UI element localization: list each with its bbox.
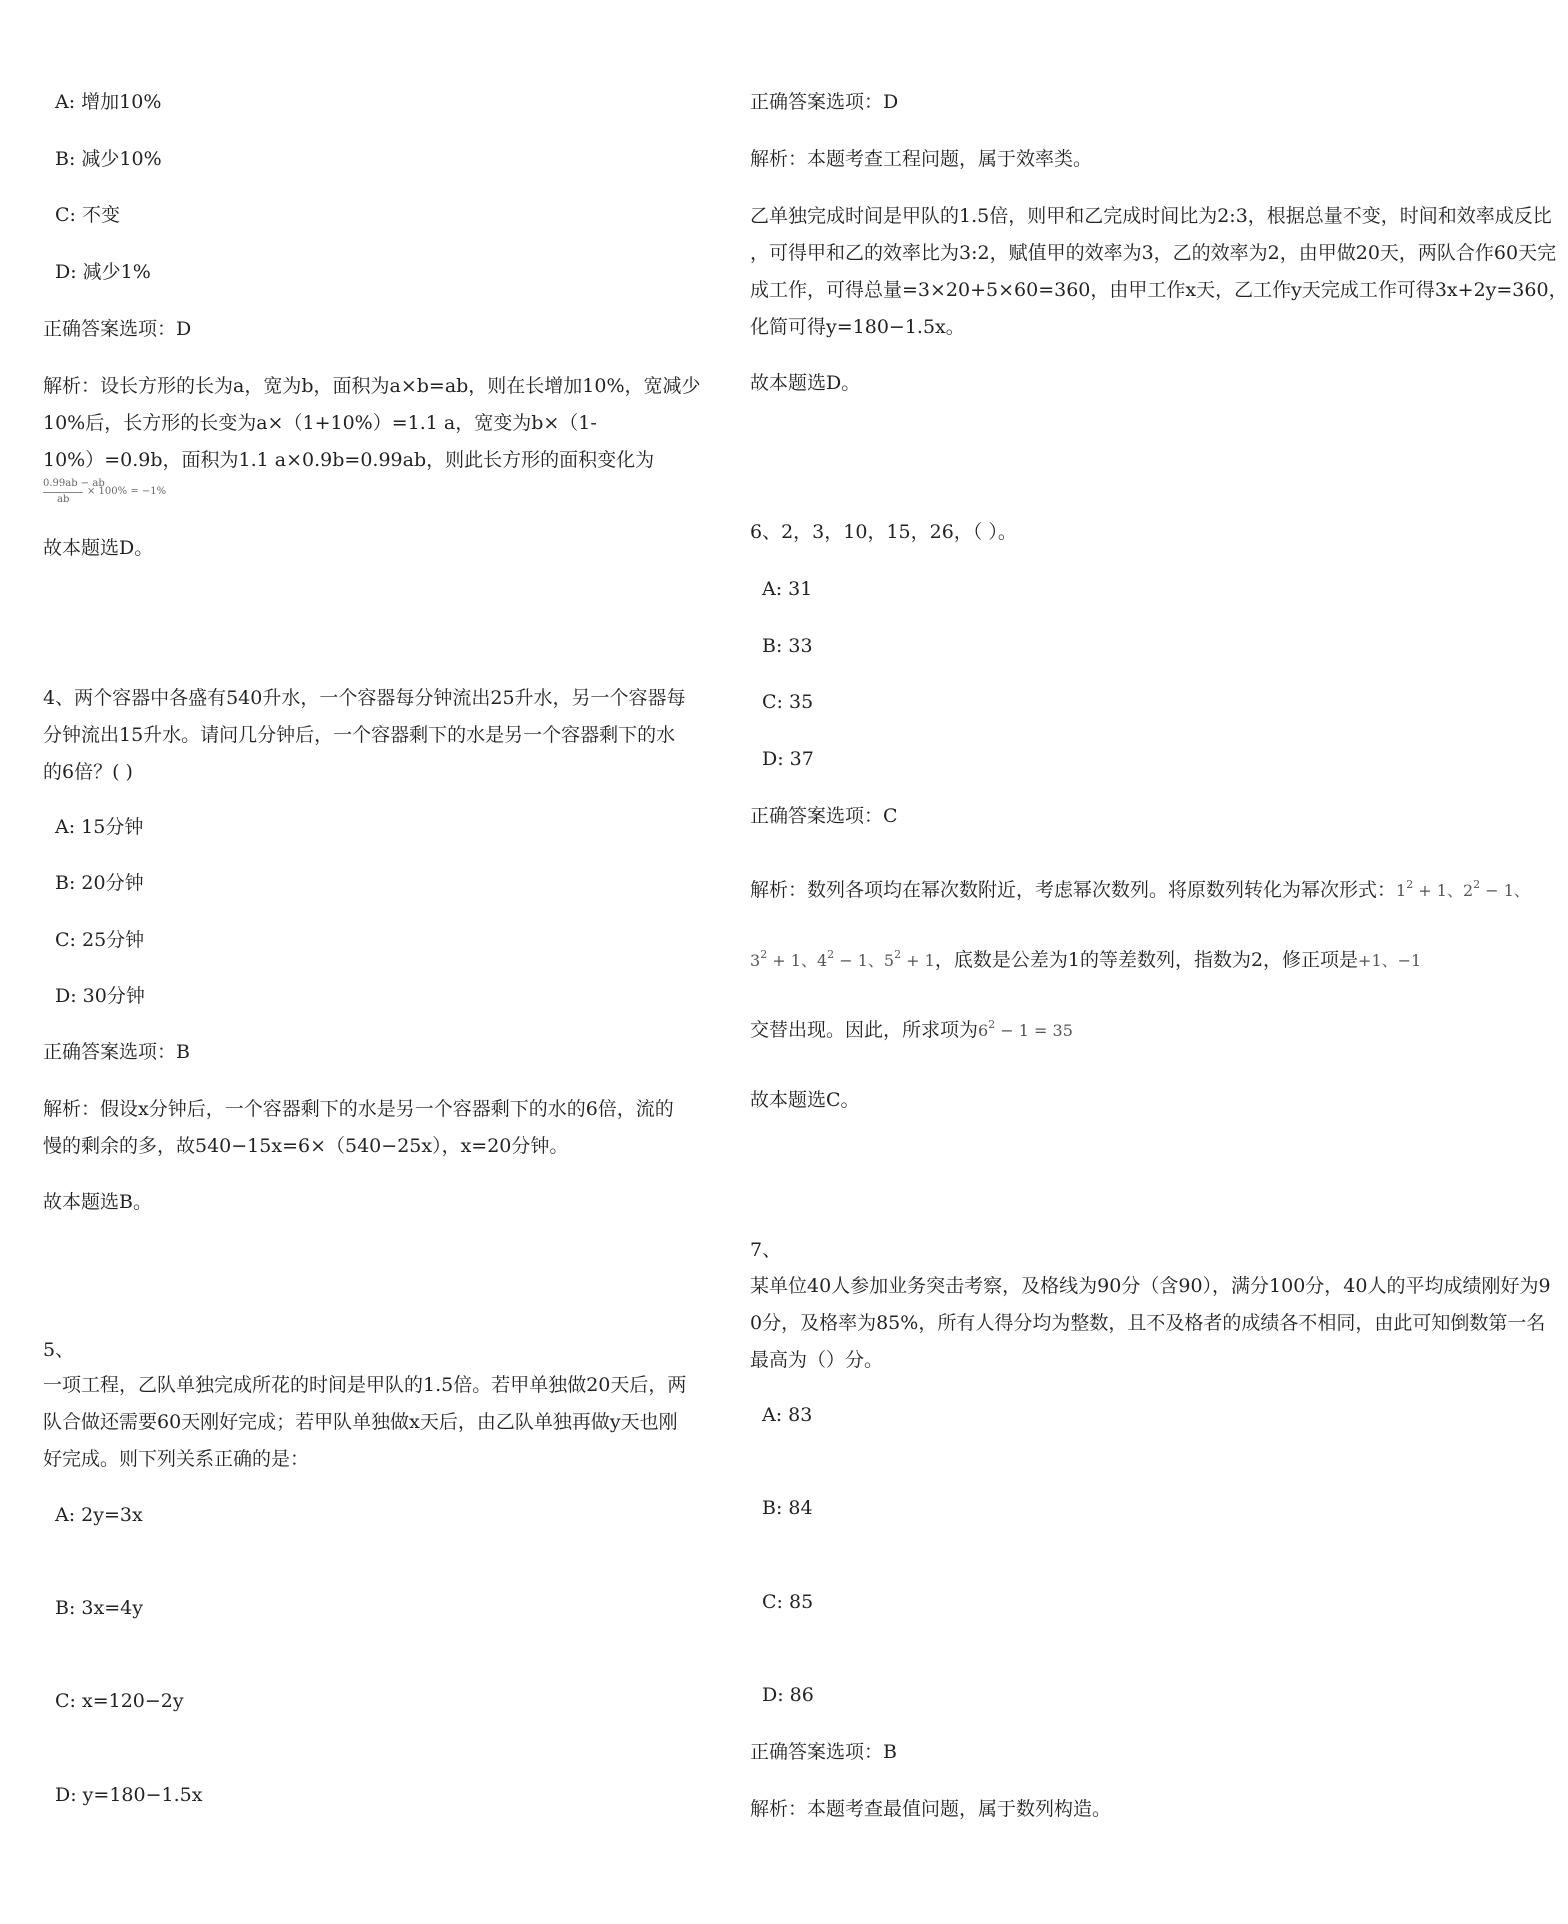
q5-stem-line-2: 队合做还需要60天刚好完成；若甲队单独做x天后，由乙队单独再做y天也刚 <box>43 1411 678 1433</box>
q6-power-terms-2: $3^2 + 1$、$4^2 - 1$、$5^2 + 1$ <box>750 948 935 970</box>
q3-conclusion: 故本题选D。 <box>43 537 154 559</box>
q5-option-b: B: 3x=4y <box>55 1597 143 1619</box>
formula-denominator: ab <box>57 494 70 505</box>
q7-option-b: B: 84 <box>762 1497 813 1519</box>
q4-stem-line-2: 分钟流出15升水。请问几分钟后，一个容器剩下的水是另一个容器剩下的水 <box>43 724 676 746</box>
q6-correction-terms: +1、−1 <box>1358 951 1422 970</box>
q6-answer: 正确答案选项：C <box>750 805 898 827</box>
q6-result-formula: $6^2 - 1 = 35$ <box>978 1018 1073 1040</box>
q5-answer: 正确答案选项：D <box>750 91 899 113</box>
q7-option-c: C: 85 <box>762 1591 814 1613</box>
q5-option-a: A: 2y=3x <box>55 1504 143 1526</box>
q6-stem: 6、2，3，10，15，26，（ ）。 <box>750 521 1017 543</box>
q4-option-b: B: 20分钟 <box>55 872 144 894</box>
q4-answer: 正确答案选项：B <box>43 1041 190 1063</box>
q5-analysis: 解析：本题考查工程问题，属于效率类。 <box>750 148 1093 170</box>
q6-option-a: A: 31 <box>762 578 813 600</box>
q6-analysis-line-2 <box>750 942 1421 979</box>
q5-detail-line-4: 化简可得y=180−1.5x。 <box>750 316 965 338</box>
q4-option-a: A: 15分钟 <box>55 816 144 838</box>
q7-option-d: D: 86 <box>762 1684 814 1706</box>
q4-option-c: C: 25分钟 <box>55 929 145 951</box>
q7-option-a: A: 83 <box>762 1404 813 1426</box>
q6-analysis-line-3 <box>750 1012 1073 1049</box>
q6-analysis-tail-prefix: 交替出现。因此，所求项为 <box>750 1019 979 1041</box>
formula-tail: × 100% = −1% <box>87 486 167 497</box>
q5-detail-line-1: 乙单独完成时间是甲队的1.5倍，则甲和乙完成时间比为2:3，根据总量不变，时间和效率成反比 <box>750 205 1552 227</box>
q4-analysis-line-2: 慢的剩余的多，故540−15x=6×（540−25x），x=20分钟。 <box>43 1135 569 1157</box>
q4-stem-line-3: 的6倍？( ) <box>43 761 133 783</box>
q3-option-a: A: 增加10% <box>55 91 162 113</box>
q5-option-c: C: x=120−2y <box>55 1690 184 1712</box>
q3-analysis-line-2: 10%后，长方形的长变为a×（1+10%）=1.1 a，宽变为b×（1- <box>43 412 597 434</box>
q3-option-d: D: 减少1% <box>55 261 151 283</box>
q4-stem-line-1: 4、两个容器中各盛有540升水，一个容器每分钟流出25升水，另一个容器每 <box>43 687 686 709</box>
q5-detail-line-3: 成工作，可得总量=3×20+5×60=360，由甲工作x天，乙工作y天完成工作可得3x+2y=360， <box>750 279 1568 301</box>
q7-stem-line-2: 0分，及格率为85%，所有人得分均为整数，且不及格者的成绩各不相同，由此可知倒数第一名 <box>750 1312 1546 1334</box>
q5-stem-line-1: 一项工程，乙队单独完成所花的时间是甲队的1.5倍。若甲单独做20天后，两 <box>43 1374 687 1396</box>
q6-analysis-prefix: 解析：数列各项均在幂次数附近，考虑幂次数列。将原数列转化为幂次形式： <box>750 879 1397 901</box>
q7-answer: 正确答案选项：B <box>750 1741 897 1763</box>
q7-stem-line-1: 某单位40人参加业务突击考察，及格线为90分（含90），满分100分，40人的平均成绩刚好为9 <box>750 1275 1551 1297</box>
q3-option-c: C: 不变 <box>55 204 120 226</box>
q6-option-c: C: 35 <box>762 691 814 713</box>
q5-stem-line-3: 好完成。则下列关系正确的是： <box>43 1448 310 1470</box>
q7-number: 7、 <box>750 1239 782 1261</box>
q5-option-d: D: y=180−1.5x <box>55 1784 203 1806</box>
q4-analysis-line-1: 解析：假设x分钟后，一个容器剩下的水是另一个容器剩下的水的6倍，流的 <box>43 1098 674 1120</box>
q3-formula <box>43 478 167 508</box>
q6-conclusion: 故本题选C。 <box>750 1089 860 1111</box>
q4-conclusion: 故本题选B。 <box>43 1191 152 1213</box>
q3-analysis-line-1: 解析：设长方形的长为a，宽为b，面积为a×b=ab，则在长增加10%，宽减少 <box>43 375 701 397</box>
q6-analysis-line-1 <box>750 872 1530 909</box>
q3-analysis-line-3: 10%）=0.9b，面积为1.1 a×0.9b=0.99ab，则此长方形的面积变化为 <box>43 449 655 471</box>
q7-stem-line-3: 最高为（）分。 <box>750 1349 884 1371</box>
q5-number: 5、 <box>43 1339 75 1361</box>
q4-option-d: D: 30分钟 <box>55 985 145 1007</box>
left-column <box>0 0 701 1924</box>
q6-power-terms-1: $1^2 + 1$、$2^2 - 1$、 <box>1396 878 1530 900</box>
q6-option-b: B: 33 <box>762 635 813 657</box>
formula-numerator: 0.99ab − ab <box>43 478 105 489</box>
q5-detail-line-2: ，可得甲和乙的效率比为3:2，赋值甲的效率为3，乙的效率为2，由甲做20天，两队合作60天完 <box>750 242 1557 264</box>
formula-fraction-bar <box>43 492 83 493</box>
q6-option-d: D: 37 <box>762 748 814 770</box>
q7-analysis: 解析：本题考查最值问题，属于数列构造。 <box>750 1798 1112 1820</box>
q3-answer: 正确答案选项：D <box>43 318 192 340</box>
q3-option-b: B: 减少10% <box>55 148 162 170</box>
q6-analysis-mid: ，底数是公差为1的等差数列，指数为2，修正项是 <box>934 949 1359 971</box>
q5-conclusion: 故本题选D。 <box>750 372 861 394</box>
right-column <box>680 0 1568 1924</box>
